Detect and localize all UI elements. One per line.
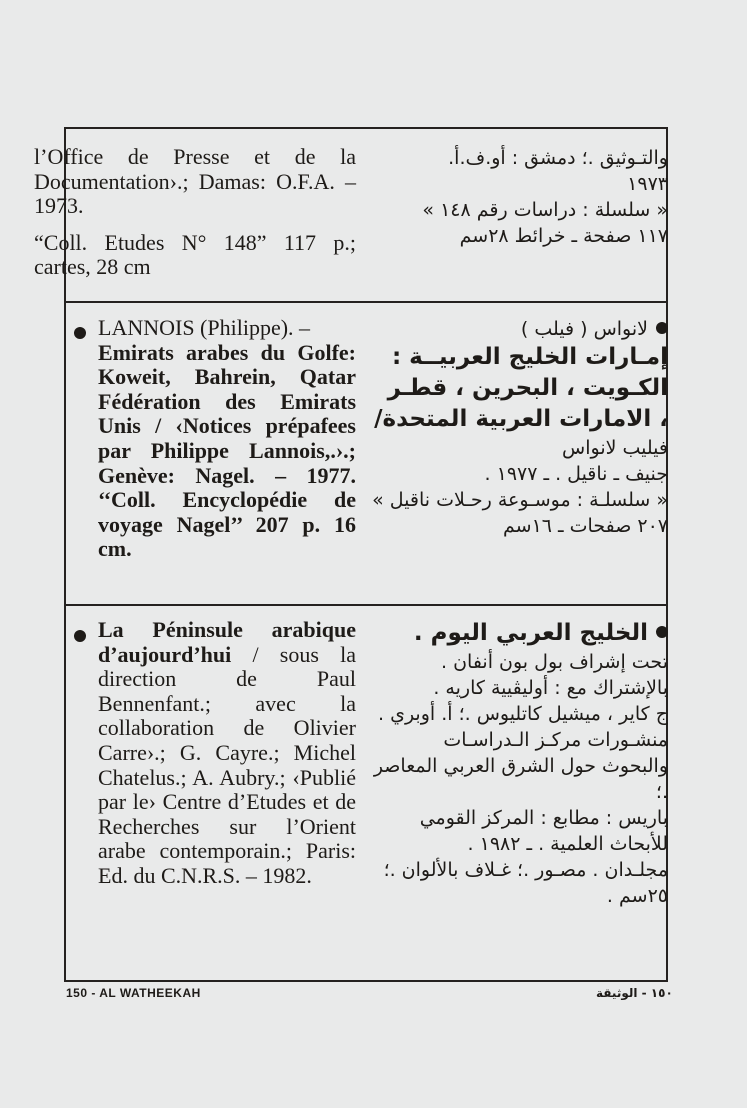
- entry3-arabic-line: تحت إشراف بول بون أنفان .: [441, 651, 668, 673]
- divider-2: [66, 604, 666, 606]
- entry3-bullet-icon: [74, 630, 86, 642]
- entry2-bullet-icon: [74, 327, 86, 339]
- entry2-french-body: Emirats arabes du Golfe: Koweit, Bahrein, Qatar Fédération des Emirats Unis / ‹Notices prépafees par Philippe Lannois,.›.; Genève: Nagel. – 1977. ‘‘Coll. Encyclopédie de voyage Nagel’’ 207 p. 16 cm.: [98, 339, 356, 562]
- entry3-arabic-line: منشـورات مركـز الـدراسـات والبحوث حول الشرق العربي المعاصر .؛: [373, 729, 668, 803]
- entry3-french: [98, 618, 356, 889]
- entry2-arabic-line: ٢٠٧ صفحات ـ ١٦سم: [503, 515, 668, 537]
- entry1-arabic-line: ١١٧ صفحة ـ خرائط ٢٨سم: [459, 225, 668, 247]
- entry3-french-text: La Péninsule arabique d’aujourd’hui / sous la direction de Paul Bennenfant.; avec la collaboration de Olivier Carre›.; G. Cayre.; Michel Chatelus.; A. Aubry.; ‹Publié par le› Centre d’Etudes et de Recherches sur l’Orient arabe contemporain.; Paris: Ed. du C.N.R.S. – 1982.: [98, 617, 356, 888]
- entry3-arabic-bullet-icon: [656, 626, 668, 638]
- entry3-arabic-title: الخليج العربي اليوم .: [372, 618, 668, 649]
- entry1-french-publisher: l’Office de Presse et de la Documentation›.; Damas: O.F.A. – 1973.: [34, 144, 356, 219]
- entry3-arabic-line: بالإشتراك مع : أوليڤيية كاريه .: [433, 677, 668, 699]
- entry1-arabic-line: ١٩٧٣: [627, 173, 668, 195]
- entry2-arabic-line: جنيف ـ ناقيل . ـ ١٩٧٧ .: [484, 463, 668, 485]
- entry1-arabic-line: والتـوثيق .؛ دمشق : أو.ف.أ.: [448, 147, 668, 169]
- entry2-arabic-line: « سلسلـة : موسـوعة رحـلات ناقيل »: [372, 489, 668, 511]
- entry2-arabic-title: إمـارات الخليج العربيــة : الكـويت ، البحرين ، قطـر ، الامارات العربية المتحدة/: [374, 344, 668, 432]
- entry2-arabic: [372, 316, 668, 539]
- entry1-french: [34, 145, 356, 280]
- entry2-arabic-line: فيليب لانواس: [562, 437, 668, 459]
- entry2-arabic-bullet-icon: [656, 322, 668, 334]
- footer-page-label: 150 - AL WATHEEKAH: [66, 986, 201, 1000]
- entry3-arabic: [372, 618, 668, 909]
- entry1-arabic-line: « سلسلة : دراسات رقم ١٤٨ »: [422, 199, 668, 221]
- entry2-french: [98, 316, 356, 562]
- entry2-french-author: LANNOIS (Philippe). –: [98, 315, 311, 340]
- entry1-arabic: [372, 145, 668, 249]
- entry3-arabic-line: ج كاير ، ميشيل كاتليوس .؛ أ. أوبري .: [378, 703, 668, 725]
- entry3-arabic-line: باريس : مطابع : المركز القومي للأبحاث العلمية . ـ ١٩٨٢ .: [419, 807, 668, 855]
- entry2-arabic-author: لانواس ( فيلب ): [372, 316, 668, 342]
- footer-page-label-arabic: ١٥٠ - الوثيقة: [596, 986, 673, 1000]
- divider-1: [66, 301, 666, 303]
- entry3-arabic-line: مجلـدان . مصـور .؛ غـلاف بالألوان .؛ ٢٥سم .: [383, 859, 668, 907]
- entry1-french-series: “Coll. Etudes N° 148” 117 p.; cartes, 28 cm: [34, 229, 356, 280]
